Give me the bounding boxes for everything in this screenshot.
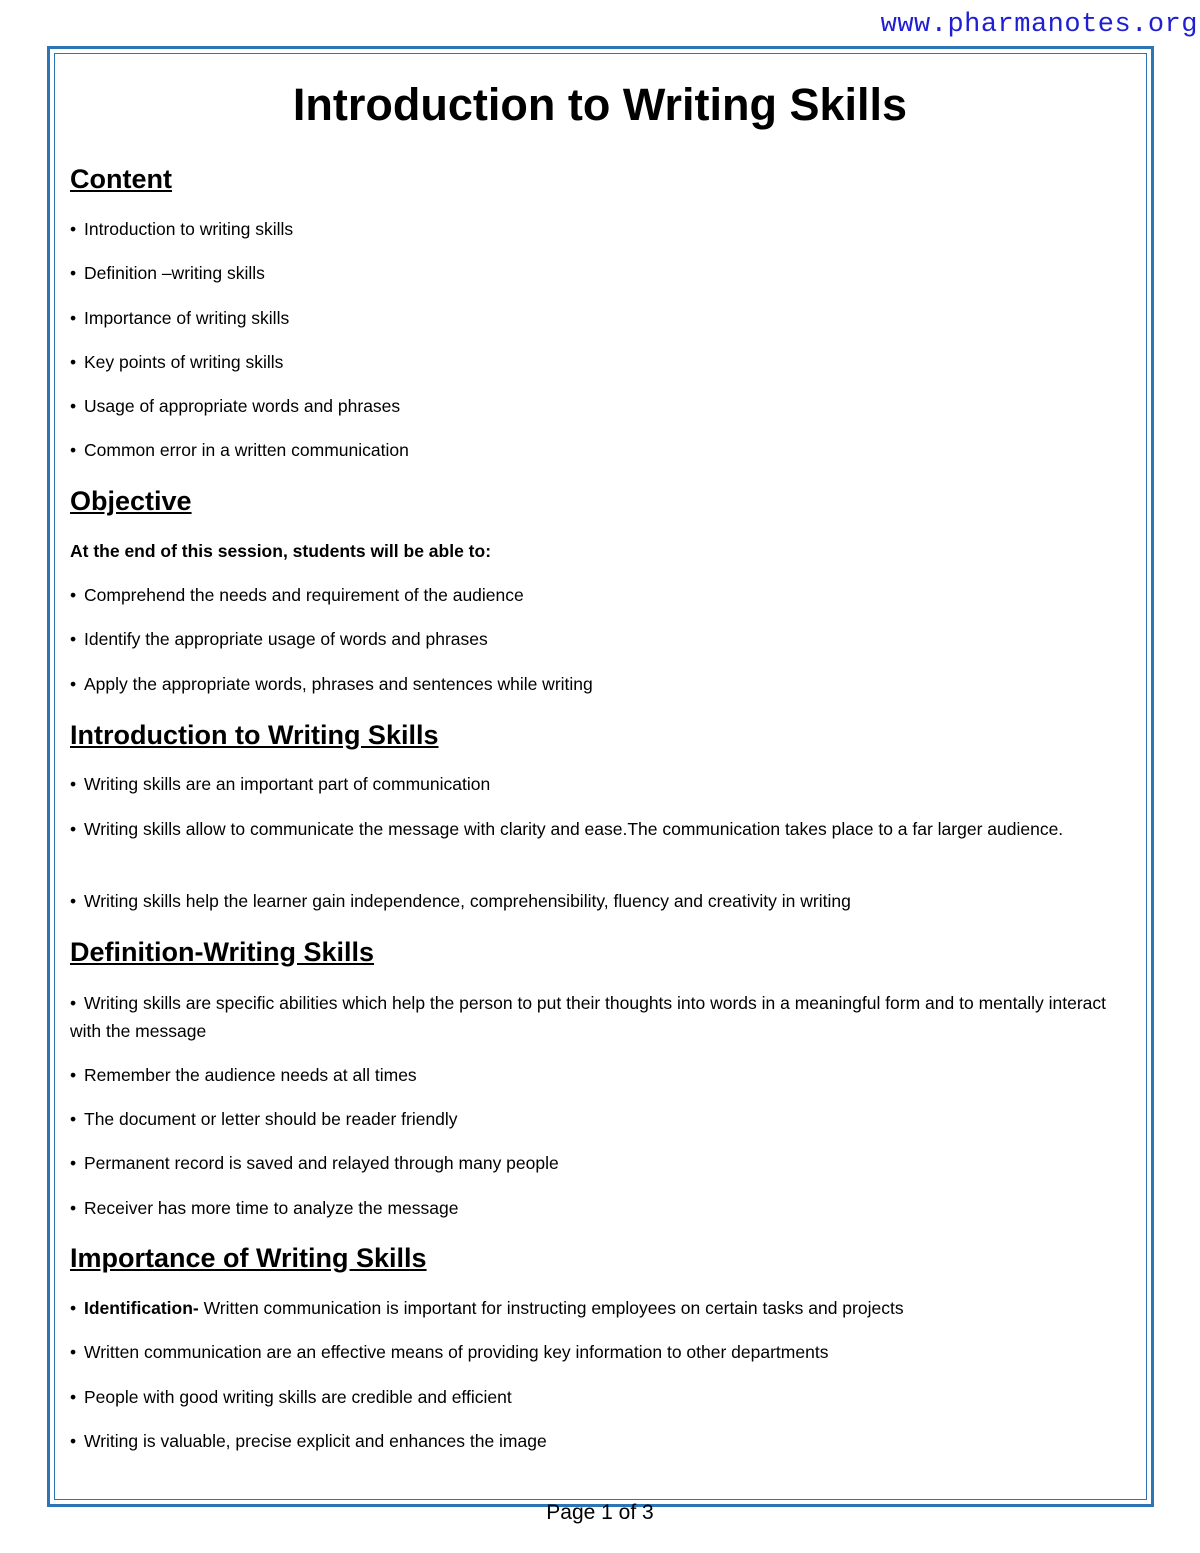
list-item: • Comprehend the needs and requirement of the audience [70, 581, 1120, 609]
bullet-icon: • [70, 308, 77, 328]
bullet-icon: • [70, 440, 77, 460]
bullet-icon: • [70, 891, 77, 911]
list-item: • Written communication are an effective means of providing key information to other departments [70, 1338, 1120, 1366]
document-title: Introduction to Writing Skills [292, 79, 908, 130]
bullet-icon: • [70, 1387, 77, 1407]
bullet-icon: • [70, 1109, 77, 1129]
bullet-icon: • [70, 1198, 77, 1218]
list-item: • Apply the appropriate words, phrases and sentences while writing [70, 670, 1120, 698]
list-item: • Writing skills help the learner gain independence, comprehensibility, fluency and creativity in writing [70, 887, 1120, 915]
page-number: Page 1 of 3 [546, 1501, 654, 1524]
item-lead: Identification- [84, 1298, 199, 1318]
introduction-heading: Introduction to Writing Skills [70, 720, 439, 750]
bullet-icon: • [70, 263, 77, 283]
list-item: • Importance of writing skills [70, 304, 1120, 332]
bullet-icon: • [70, 993, 77, 1013]
bullet-icon: • [70, 352, 77, 372]
list-item: • Introduction to writing skills [70, 215, 1120, 243]
list-item: • Identify the appropriate usage of words and phrases [70, 625, 1120, 653]
site-url[interactable]: www.pharmanotes.org [880, 10, 1198, 40]
content-heading: Content [70, 164, 172, 194]
list-item: • Identification- Written communication is important for instructing employees on certain tasks and projects [70, 1294, 1120, 1322]
bullet-icon: • [70, 1153, 77, 1173]
list-item: • The document or letter should be reader friendly [70, 1105, 1120, 1133]
importance-heading: Importance of Writing Skills [70, 1243, 427, 1273]
list-item: • Key points of writing skills [70, 348, 1120, 376]
list-item: • Definition –writing skills [70, 259, 1120, 287]
bullet-icon: • [70, 1065, 77, 1085]
definition-heading: Definition-Writing Skills [70, 937, 375, 967]
list-item: • Writing skills allow to communicate the message with clarity and ease.The communication takes place to a far larger audience. [70, 815, 1120, 843]
bullet-icon: • [70, 1342, 77, 1362]
objective-intro: At the end of this session, students will be able to: [70, 541, 492, 561]
bullet-icon: • [70, 1298, 77, 1318]
list-item: • Receiver has more time to analyze the message [70, 1194, 1120, 1222]
bullet-icon: • [70, 585, 77, 605]
list-item: • People with good writing skills are credible and efficient [70, 1383, 1120, 1411]
bullet-icon: • [70, 219, 77, 239]
objective-heading: Objective [70, 486, 192, 516]
bullet-icon: • [70, 774, 77, 794]
list-item: • Permanent record is saved and relayed through many people [70, 1149, 1120, 1177]
list-item: • Writing skills are specific abilities which help the person to put their thoughts into words in a meaningful form and to mentally interact with the message [70, 989, 1120, 1045]
list-item: • Writing is valuable, precise explicit and enhances the image [70, 1427, 1120, 1455]
bullet-icon: • [70, 1431, 77, 1451]
list-item: • Writing skills are an important part of communication [70, 770, 1120, 798]
bullet-icon: • [70, 674, 77, 694]
bullet-icon: • [70, 629, 77, 649]
list-item: • Common error in a written communication [70, 436, 1120, 464]
list-item: • Usage of appropriate words and phrases [70, 392, 1120, 420]
list-item: • Remember the audience needs at all times [70, 1061, 1120, 1089]
bullet-icon: • [70, 396, 77, 416]
bullet-icon: • [70, 819, 77, 839]
